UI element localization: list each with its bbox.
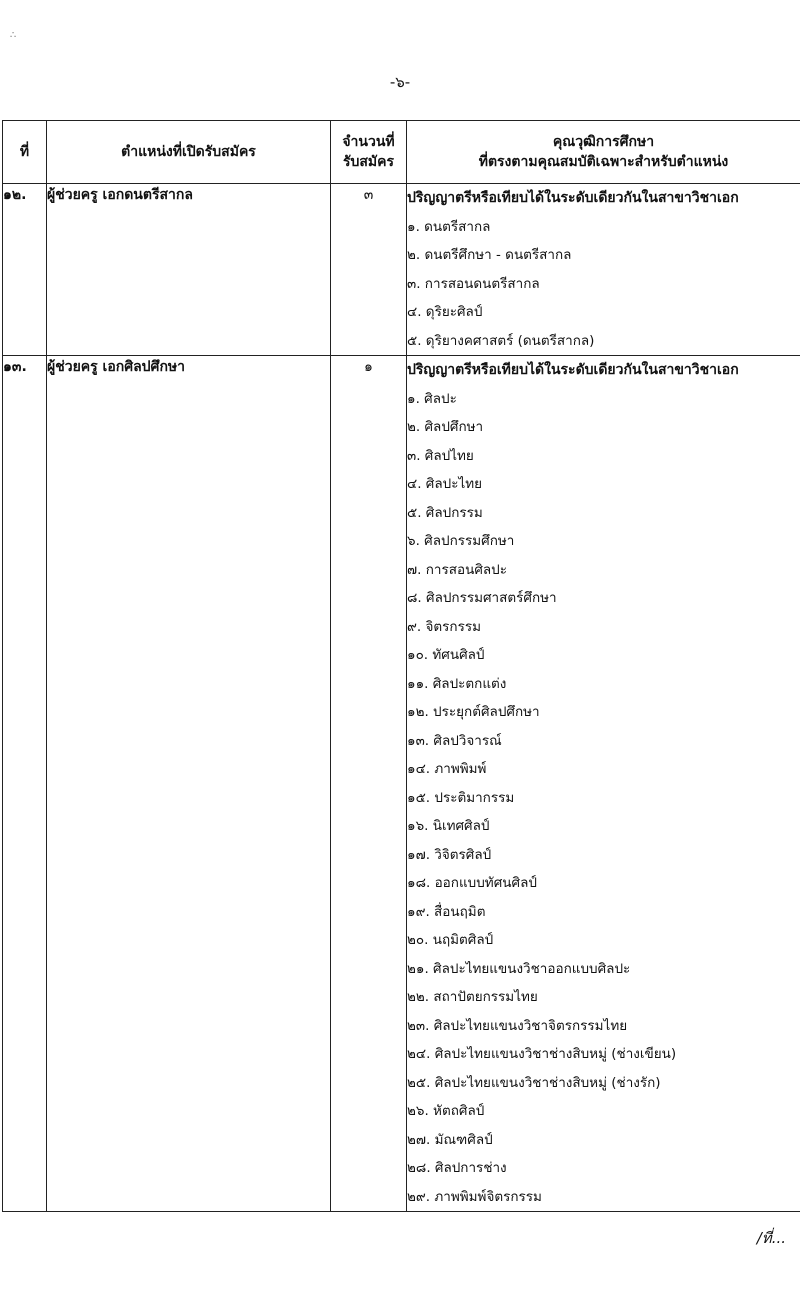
qualification-item: ๖. ศิลปกรรมศึกษา <box>407 533 515 549</box>
row-number: ๑๒. <box>3 184 47 356</box>
page-number: -๖- <box>389 73 411 91</box>
qualification-item: ๒๓. ศิลปะไทยแขนงวิชาจิตรกรรมไทย <box>407 1017 628 1034</box>
row-qualifications <box>407 184 800 356</box>
header-qualification-line2: ที่ตรงตามคุณสมบัติเฉพาะสำหรับตำแหน่ง <box>478 154 729 170</box>
qualification-item: ๑๔. ภาพพิมพ์ <box>407 761 487 777</box>
header-number: ที่ <box>3 121 47 184</box>
qualification-item: ๒๔. ศิลปะไทยแขนงวิชาช่างสิบหมู่ (ช่างเขียน) <box>407 1046 677 1062</box>
header-count <box>331 121 407 184</box>
qualification-heading: ปริญญาตรีหรือเทียบได้ในระดับเดียวกันในสาขาวิชาเอก <box>407 190 739 206</box>
table-row <box>3 356 800 1212</box>
qualification-item: ๓. การสอนดนตรีสากล <box>407 275 540 292</box>
header-qualification-line1: คุณวุฒิการศึกษา <box>552 134 655 150</box>
qualification-item: ๑๕. ประติมากรรม <box>407 789 515 806</box>
qualification-item: ๒๑. ศิลปะไทยแขนงวิชาออกแบบศิลปะ <box>407 960 631 977</box>
header-qualification <box>407 121 800 184</box>
table-row <box>3 184 800 356</box>
qualification-item: ๕. ศิลปกรรม <box>407 504 483 521</box>
row-number: ๑๓. <box>3 356 47 1212</box>
qualification-item: ๓. ศิลปไทย <box>407 447 474 464</box>
row-count: ๓ <box>331 184 407 356</box>
qualification-item: ๘. ศิลปกรรมศาสตร์ศึกษา <box>407 590 557 606</box>
qualification-heading: ปริญญาตรีหรือเทียบได้ในระดับเดียวกันในสาขาวิชาเอก <box>407 362 739 378</box>
qualification-item: ๑๓. ศิลปวิจารณ์ <box>407 732 502 749</box>
qualification-item: ๒. ดนตรีศึกษา - ดนตรีสากล <box>407 247 572 263</box>
qualification-item: ๑๘. ออกแบบทัศนศิลป์ <box>407 875 537 891</box>
header-position: ตำแหน่งที่เปิดรับสมัคร <box>47 121 331 184</box>
qualification-item: ๑๖. นิเทศศิลป์ <box>407 818 490 834</box>
qualification-item: ๑๙. สื่อนฤมิต <box>407 903 486 920</box>
header-count-line1: จำนวนที่ <box>342 134 395 150</box>
qualification-item: ๒๙. ภาพพิมพ์จิตรกรรม <box>407 1188 542 1205</box>
continuation-marker: /ที่... <box>756 1229 786 1247</box>
qualification-item: ๒๘. ศิลปการช่าง <box>407 1160 507 1176</box>
qualification-item: ๑๐. ทัศนศิลป์ <box>407 647 485 663</box>
row-position: ผู้ช่วยครู เอกศิลปศึกษา <box>47 356 331 1212</box>
qualification-item: ๔. ดุริยะศิลป์ <box>407 304 483 320</box>
qualification-item: ๑๒. ประยุกต์ศิลปศึกษา <box>407 704 540 720</box>
qualification-item: ๒๕. ศิลปะไทยแขนงวิชาช่างสิบหมู่ (ช่างรัก) <box>407 1074 661 1091</box>
qualification-item: ๒๗. มัณฑศิลป์ <box>407 1131 493 1148</box>
qualification-item: ๑. ศิลปะ <box>407 390 457 407</box>
row-position: ผู้ช่วยครู เอกดนตรีสากล <box>47 184 331 356</box>
qualification-item: ๗. การสอนศิลปะ <box>407 561 507 578</box>
qualification-item: ๒๒. สถาปัตยกรรมไทย <box>407 989 538 1005</box>
qualification-item: ๙. จิตรกรรม <box>407 618 481 635</box>
qualification-item: ๒๐. นฤมิตศิลป์ <box>407 932 494 948</box>
qualification-item: ๒. ศิลปศึกษา <box>407 419 484 435</box>
row-qualifications <box>407 356 800 1212</box>
qualification-item: ๑. ดนตรีสากล <box>407 218 491 235</box>
header-count-line2: รับสมัคร <box>342 154 395 170</box>
qualification-item: ๒๖. หัตถศิลป์ <box>407 1103 485 1119</box>
table-header-row <box>3 121 800 184</box>
row-count: ๑ <box>331 356 407 1212</box>
scan-artifact-dots: ∴ <box>10 30 19 41</box>
qualification-item: ๕. ดุริยางคศาสตร์ (ดนตรีสากล) <box>407 332 595 349</box>
qualification-item: ๑๑. ศิลปะตกแต่ง <box>407 675 507 692</box>
qualification-item: ๔. ศิลปะไทย <box>407 476 483 492</box>
qualification-item: ๑๗. วิจิตรศิลป์ <box>407 846 492 863</box>
qualification-table <box>2 120 800 1212</box>
